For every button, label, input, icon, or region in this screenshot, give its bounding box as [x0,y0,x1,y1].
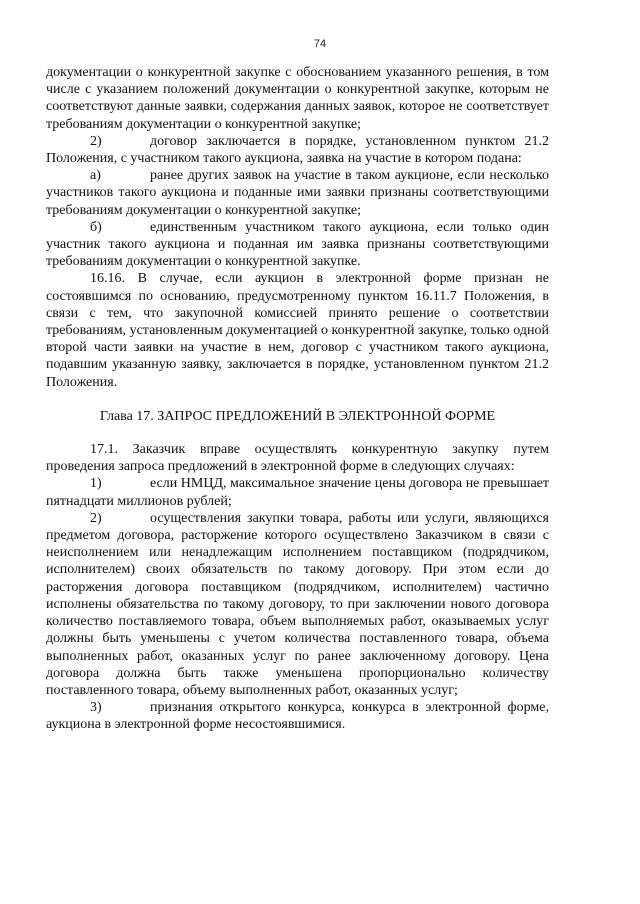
paragraph-continuation: документации о конкурентной закупке с обоснованием указанного решения, в том числе с указанием положений документации о конкурентной закупке, которым не соответствуют данные заявки, содержания данных заявок, которое не соответствует требованиям документации о конкурентной закупке; [46,65,549,132]
list-item-number: 2) [90,133,102,149]
list-item-3: 3) признания открытого конкурса, конкурса в электронной форме, аукциона в электронной форме несостоявшимися. [46,700,549,733]
chapter-heading: Глава 17. ЗАПРОС ПРЕДЛОЖЕНИЙ В ЭЛЕКТРОННОЙ ФОРМЕ [99,408,496,424]
list-item-number: 2) [90,510,102,526]
list-item-2: 2) договор заключается в порядке, установленном пунктом 21.2 Положения, с участником такого аукциона, заявка на участие в котором подана: [46,133,549,167]
list-item-b: б) единственным участником такого аукциона, если только один участник такого аукциона и поданная им заявка признаны соответствующими требованиям документации о конкурентной закупке. [46,219,549,270]
list-item-2-procurement: 2) осуществления закупки товара, работы или услуги, являющихся предметом договора, расторжение которого осуществлено Заказчиком в связи с неисполнением или ненадлежащим исполнением поставщиком (подрядчиком, исполнителем) своих обязательств по такому договору. При этом если до расторжения договора поставщиком (подрядчиком, исполнителем) частично исполнены обязательства по такому договору, то при заключении нового договора количество поставляемого товара, объем выполняемых работ, оказываемых услуг должны быть уменьшены с учетом количества поставленного товара, объема выполненных работ, оказанных услуг по ранее заключенному договору. Цена договора должна быть также уменьшена пропорционально количеству поставленного товара, объему выполненных работ, оказанных услуг; [46,510,549,698]
list-item-number: 3) [90,700,102,716]
paragraph-17-1: 17.1. Заказчик вправе осуществлять конкурентную закупку путем проведения запроса предложений в электронной форме в следующих случаях: [46,442,549,475]
list-item-number: а) [90,168,101,184]
page-number: 74 [313,38,327,50]
list-item-a: а) ранее других заявок на участие в таком аукционе, если несколько участников такого аукциона и поданные ими заявки признаны соответствующими требованиям документации о конкурентной закупке; [46,168,549,218]
document-body [46,64,549,734]
list-item-number: 1) [90,476,102,492]
list-item-number: б) [90,219,102,235]
paragraph-16-16: 16.16. В случае, если аукцион в электронной форме признан не состоявшимся по основанию, предусмотренному пунктом 16.11.7 Положения, в связи с тем, что закупочной комиссией принято решение о соответствии требованиям, установленным документацией о конкурентной закупке, только одной второй части заявки на участие в нем, договор с участником такого аукциона, подавшим указанную заявку, заключается в порядке, установленном пунктом 21.2 Положения. [46,271,549,390]
list-item-1: 1) если НМЦД, максимальное значение цены договора не превышает пятнадцати миллионов рублей; [46,476,549,509]
